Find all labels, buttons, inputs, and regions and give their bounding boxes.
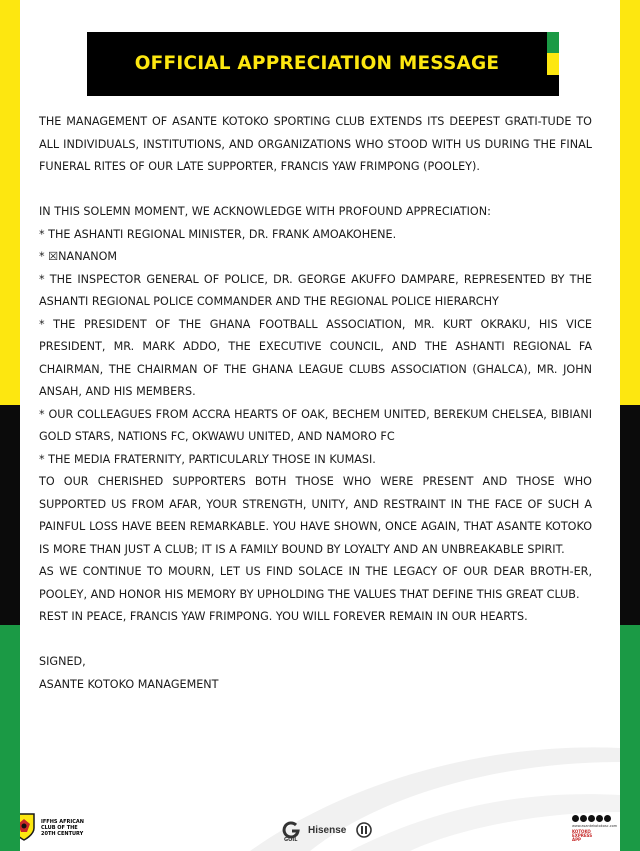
- kotoko-app-badge[interactable]: [572, 830, 616, 842]
- footer: [20, 805, 620, 851]
- page-title: OFFICIAL APPRECIATION MESSAGE: [134, 53, 500, 74]
- intro-paragraph: THE MANAGEMENT OF ASANTE KOTOKO SPORTING CLUB EXTENDS ITS DEEPEST GRATI-TUDE TO ALL INDIVIDUALS, INSTITUTIONS, AND ORGANIZATIONS WHO STOOD WITH US DURING THE FINAL FUNERAL RITES OF OUR LATE SUPPORTER, FRANCIS YAW FRIMPONG (POOLEY).: [39, 115, 592, 173]
- app-badge-line: APP: [572, 837, 581, 842]
- title-banner: [87, 32, 547, 96]
- goil-logo-label: GOIL: [284, 837, 298, 843]
- ghana-flag-strip: [547, 32, 559, 96]
- rest-in-peace-line: REST IN PEACE, FRANCIS YAW FRIMPONG. YOU WILL FOREVER REMAIN IN OUR HEARTS.: [39, 610, 528, 623]
- ack-item-gfa: * THE PRESIDENT OF THE GHANA FOOTBALL ASSOCIATION, MR. KURT OKRAKU, HIS VICE PRESIDENT, MR. MARK ADDO, THE EXECUTIVE COUNCIL, AND THE ASHANTI REGIONAL FA CHAIRMAN, THE CHAIRMAN OF THE GHANA LEAGUE CLUBS ASSOCIATION (GHALCA), MR. JOHN ANSAH, AND HIS MEMBERS.: [39, 317, 592, 398]
- ack-item-minister: * THE ASHANTI REGIONAL MINISTER, DR. FRANK AMOAKOHENE.: [39, 227, 397, 241]
- mourn-paragraph: AS WE CONTINUE TO MOURN, LET US FIND SOLACE IN THE LEGACY OF OUR DEAR BROTH-ER, POOLEY, AND HONOR HIS MEMORY BY UPHOLDING THE VALUES THAT DEFINE THIS GREAT CLUB.: [39, 565, 592, 601]
- flag-green-band: [547, 32, 559, 53]
- award-line: IFFHS AFRICAN: [41, 819, 84, 825]
- social-icons: [572, 815, 616, 822]
- paragraph-spacer: [39, 629, 592, 652]
- sponsor-badge-icon: [356, 821, 372, 839]
- website-link[interactable]: www.asantekotokosc.com: [572, 824, 618, 828]
- facebook-icon[interactable]: [572, 815, 579, 822]
- kotoko-crest-icon: [20, 812, 36, 842]
- paragraph-spacer: [39, 179, 592, 202]
- award-line: CLUB OF THE: [41, 825, 78, 831]
- social-block: [572, 815, 616, 845]
- youtube-icon[interactable]: [588, 815, 595, 822]
- award-line: 20TH CENTURY: [41, 831, 84, 837]
- flag-black-band: [547, 75, 559, 96]
- ack-item-media: * THE MEDIA FRATERNITY, PARTICULARLY THOSE IN KUMASI.: [39, 452, 376, 466]
- message-body: [39, 111, 592, 696]
- app-badge-line: EXPRESS: [572, 833, 593, 838]
- ack-item-nananom: * ☒NANANOM: [39, 250, 118, 263]
- iffhs-award-text: [41, 819, 101, 837]
- signatory: ASANTE KOTOKO MANAGEMENT: [39, 677, 219, 691]
- flag-yellow-band: [547, 53, 559, 74]
- hisense-logo: Hisense: [308, 825, 347, 836]
- signed-label: SIGNED,: [39, 655, 86, 668]
- ack-item-colleagues: * OUR COLLEAGUES FROM ACCRA HEARTS OF OAK, BECHEM UNITED, BEREKUM CHELSEA, BIBIANI GOLD STARS, NATIONS FC, OKWAWU UNITED, AND NAMORO FC: [39, 407, 592, 443]
- x-icon[interactable]: [580, 815, 587, 822]
- message-card: [20, 0, 620, 851]
- acknowledgement-heading: IN THIS SOLEMN MOMENT, WE ACKNOWLEDGE WITH PROFOUND APPRECIATION:: [39, 205, 491, 218]
- ack-item-police: * THE INSPECTOR GENERAL OF POLICE, DR. GEORGE AKUFFO DAMPARE, REPRESENTED BY THE ASHANTI REGIONAL POLICE COMMANDER AND THE REGIONAL POLICE HIERARCHY: [39, 272, 592, 308]
- instagram-icon[interactable]: [596, 815, 603, 822]
- app-badge-line: KOTOKO: [572, 829, 591, 834]
- tiktok-icon[interactable]: [604, 815, 611, 822]
- supporters-paragraph: TO OUR CHERISHED SUPPORTERS BOTH THOSE WHO WERE PRESENT AND THOSE WHO SUPPORTED US FROM AFAR, YOUR STRENGTH, UNITY, AND RESTRAINT IN THE FACE OF SUCH A PAINFUL LOSS HAVE BEEN REMARKABLE. YOU HAVE SHOWN, ONCE AGAIN, THAT ASANTE KOTOKO IS MORE THAN JUST A CLUB; IT IS A FAMILY BOUND BY LOYALTY AND AN UNBREAKABLE SPIRIT.: [39, 475, 592, 556]
